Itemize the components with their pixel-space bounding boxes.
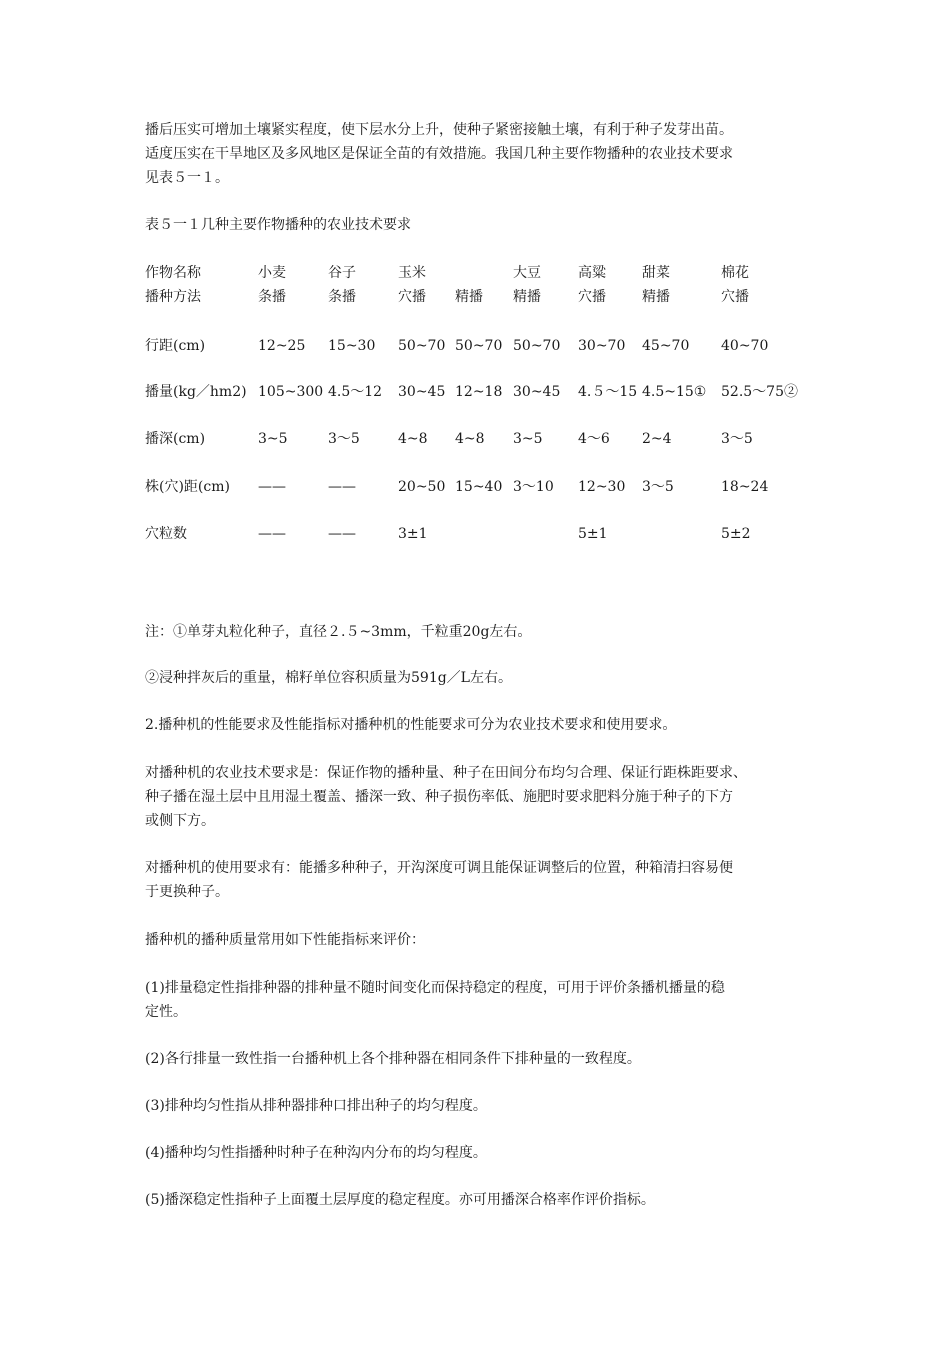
table-cell: 105~300	[258, 384, 324, 400]
table-caption: 表５一１几种主要作物播种的农业技术要求	[145, 217, 411, 233]
indicator-2: (2)各行排量一致性指一台播种机上各个排种器在相同条件下排种量的一致程度。	[145, 1051, 641, 1067]
table-cell: 4～6	[578, 431, 610, 447]
table-cell: 30~45	[398, 384, 446, 400]
table-cell: ——	[258, 526, 286, 542]
indicator-1-line-2: 定性。	[145, 1004, 187, 1020]
table-cell: 精播	[513, 289, 541, 305]
table-row-header: 株(穴)距(cm)	[145, 479, 230, 495]
table-cell: ——	[328, 479, 356, 495]
table-cell: 大豆	[513, 265, 541, 281]
table-cell: ——	[258, 479, 286, 495]
table-row-header: 穴粒数	[145, 526, 187, 542]
table-cell: 精播	[642, 289, 670, 305]
table-cell: 甜菜	[642, 265, 670, 281]
usage-requirements-line-1: 对播种机的使用要求有：能播多种种子，开沟深度可调且能保证调整后的位置，种箱清扫容易便	[145, 860, 733, 876]
table-cell: 4~8	[455, 431, 485, 447]
table-cell: 30~70	[578, 338, 626, 354]
table-cell: 18~24	[721, 479, 769, 495]
table-cell: 小麦	[258, 265, 286, 281]
quality-indicators-intro: 播种机的播种质量常用如下性能指标来评价：	[145, 932, 425, 948]
intro-line-2: 适度压实在干旱地区及多风地区是保证全苗的有效措施。我国几种主要作物播种的农业技术要求	[145, 146, 733, 162]
table-cell: 谷子	[328, 265, 356, 281]
table-cell: 条播	[328, 289, 356, 305]
intro-line-3: 见表５一１。	[145, 170, 229, 186]
table-cell: 玉米	[398, 265, 426, 281]
table-cell: 30~45	[513, 384, 561, 400]
note-1: 注：①单芽丸粒化种子，直径２.５~3mm，千粒重20g左右。	[145, 624, 532, 640]
table-cell: 45~70	[642, 338, 690, 354]
table-cell: 3～5	[328, 431, 360, 447]
note-2: ②浸种拌灰后的重量，棉籽单位容积质量为591g／L左右。	[145, 670, 512, 686]
table-cell: 3±1	[398, 526, 428, 542]
table-cell: 52.5～75②	[721, 384, 798, 400]
table-cell: 15~30	[328, 338, 376, 354]
table-cell: 12~18	[455, 384, 503, 400]
table-cell: 15~40	[455, 479, 503, 495]
table-row-header: 行距(cm)	[145, 338, 206, 354]
table-cell: 3～5	[642, 479, 674, 495]
table-cell: 50~70	[398, 338, 446, 354]
table-cell: ——	[328, 526, 356, 542]
table-cell: 3～5	[721, 431, 753, 447]
table-cell: 条播	[258, 289, 286, 305]
table-cell: 棉花	[721, 265, 749, 281]
table-cell: 12~25	[258, 338, 306, 354]
intro-line-1: 播后压实可增加土壤紧实程度，使下层水分上升，使种子紧密接触土壤，有利于种子发芽出苗。	[145, 122, 733, 138]
table-cell: 精播	[455, 289, 483, 305]
indicator-4: (4)播种均匀性指播种时种子在种沟内分布的均匀程度。	[145, 1145, 487, 1161]
indicator-3: (3)排种均匀性指从排种器排种口排出种子的均匀程度。	[145, 1098, 487, 1114]
table-cell: 3～10	[513, 479, 554, 495]
table-cell: 穴播	[721, 289, 749, 305]
table-cell: 3~5	[258, 431, 288, 447]
table-cell: 穴播	[578, 289, 606, 305]
usage-requirements-line-2: 于更换种子。	[145, 884, 229, 900]
table-cell: 4.５～15	[578, 384, 638, 400]
section-heading-paragraph: 2.播种机的性能要求及性能指标对播种机的性能要求可分为农业技术要求和使用要求。	[145, 717, 677, 733]
table-cell: 5±2	[721, 526, 751, 542]
table-cell: 50~70	[513, 338, 561, 354]
table-row-header: 播量(kg／hm2)	[145, 384, 247, 400]
table-cell: 2~4	[642, 431, 672, 447]
table-cell: 4.5~15①	[642, 384, 707, 400]
table-cell: 4.5～12	[328, 384, 383, 400]
table-row-header: 播种方法	[145, 289, 201, 305]
table-cell: 5±1	[578, 526, 608, 542]
table-cell: 3~5	[513, 431, 543, 447]
table-row-header: 作物名称	[145, 265, 201, 281]
table-cell: 穴播	[398, 289, 426, 305]
table-row-header: 播深(cm)	[145, 431, 206, 447]
table-cell: 40~70	[721, 338, 769, 354]
table-cell: 50~70	[455, 338, 503, 354]
agri-requirements-line-3: 或侧下方。	[145, 813, 215, 829]
agri-requirements-line-2: 种子播在湿土层中且用湿土覆盖、播深一致、种子损伤率低、施肥时要求肥料分施于种子的下方	[145, 789, 733, 805]
indicator-5: (5)播深稳定性指种子上面覆土层厚度的稳定程度。亦可用播深合格率作评价指标。	[145, 1192, 655, 1208]
table-cell: 高粱	[578, 265, 606, 281]
table-cell: 12~30	[578, 479, 626, 495]
agri-requirements-line-1: 对播种机的农业技术要求是：保证作物的播种量、种子在田间分布均匀合理、保证行距株距要求、	[145, 765, 747, 781]
indicator-1-line-1: (1)排量稳定性指排种器的排种量不随时间变化而保持稳定的程度，可用于评价条播机播量的稳	[145, 980, 725, 996]
table-cell: 4~8	[398, 431, 428, 447]
table-cell: 20~50	[398, 479, 446, 495]
